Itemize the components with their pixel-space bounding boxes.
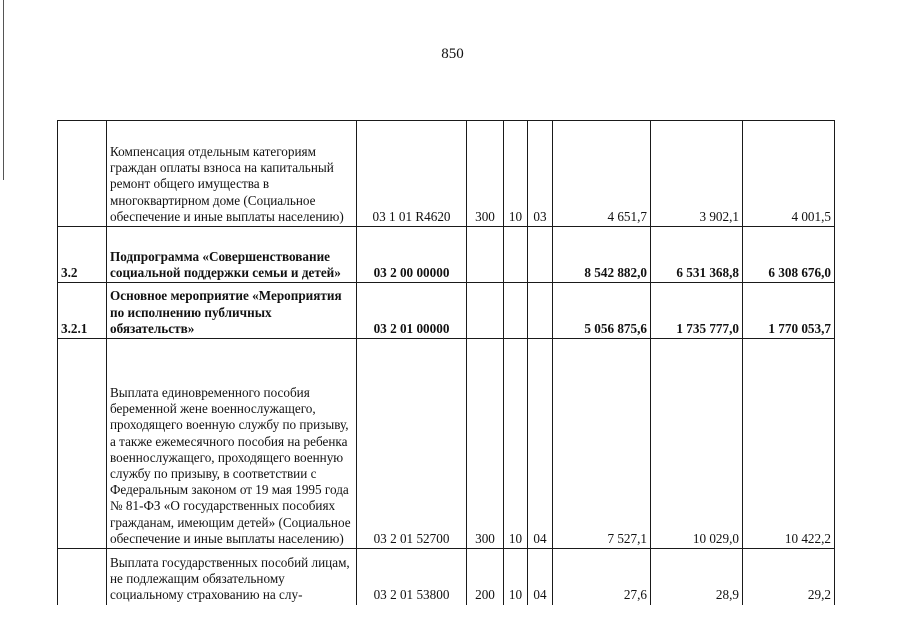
row-number: 3.2.1 xyxy=(58,283,107,339)
row-name: Подпрограмма «Совершенствование социальной поддержки семьи и детей» xyxy=(107,227,357,283)
section xyxy=(504,227,528,283)
subsection: 03 xyxy=(528,121,553,227)
expense-type: 200 xyxy=(467,549,504,605)
page-number: 850 xyxy=(441,46,464,62)
expense-type xyxy=(467,283,504,339)
amount-year-3: 6 308 676,0 xyxy=(743,227,835,283)
section: 10 xyxy=(504,549,528,605)
section xyxy=(504,283,528,339)
amount-year-3: 29,2 xyxy=(743,549,835,605)
section: 10 xyxy=(504,339,528,549)
expense-type xyxy=(467,227,504,283)
amount-year-2: 28,9 xyxy=(651,549,743,605)
row-number: 3.2 xyxy=(58,227,107,283)
scan-margin-line xyxy=(3,0,4,180)
subsection xyxy=(528,227,553,283)
subsection: 04 xyxy=(528,339,553,549)
amount-year-3: 4 001,5 xyxy=(743,121,835,227)
target-code: 03 2 01 00000 xyxy=(357,283,467,339)
table-row xyxy=(58,227,835,283)
subsection xyxy=(528,283,553,339)
row-name: Выплата государственных пособий лицам, не подлежащим обязательному социальному страхованию на слу- xyxy=(107,549,357,605)
row-number xyxy=(58,549,107,605)
row-number xyxy=(58,339,107,549)
budget-table xyxy=(57,120,835,605)
row-name: Основное мероприятие «Мероприятия по исполнению публичных обязательств» xyxy=(107,283,357,339)
target-code: 03 1 01 R4620 xyxy=(357,121,467,227)
row-number xyxy=(58,121,107,227)
subsection: 04 xyxy=(528,549,553,605)
expense-type: 300 xyxy=(467,121,504,227)
amount-year-3: 1 770 053,7 xyxy=(743,283,835,339)
table-row xyxy=(58,339,835,549)
amount-year-2: 1 735 777,0 xyxy=(651,283,743,339)
target-code: 03 2 01 53800 xyxy=(357,549,467,605)
row-name: Компенсация отдельным категориям граждан оплаты взноса на капитальный ремонт общего имущества в многоквартирном доме (Социальное обеспечение и иные выплаты населению) xyxy=(107,121,357,227)
table-row xyxy=(58,283,835,339)
amount-year-1: 27,6 xyxy=(553,549,651,605)
amount-year-2: 3 902,1 xyxy=(651,121,743,227)
amount-year-2: 10 029,0 xyxy=(651,339,743,549)
row-name: Выплата единовременного пособия беременной жене военнослужащего, проходящего военную службу по призыву, а также ежемесячного пособия на ребенка военнослужащего, проходящего военную службу по призыву, в соответствии с Федеральным законом от 19 мая 1995 года № 81-ФЗ «О государственных пособиях гражданам, имеющим детей» (Социальное обеспечение и иные выплаты населению) xyxy=(107,339,357,549)
amount-year-1: 5 056 875,6 xyxy=(553,283,651,339)
table-row xyxy=(58,121,835,227)
amount-year-1: 7 527,1 xyxy=(553,339,651,549)
amount-year-2: 6 531 368,8 xyxy=(651,227,743,283)
expense-type: 300 xyxy=(467,339,504,549)
table-row xyxy=(58,549,835,605)
section: 10 xyxy=(504,121,528,227)
amount-year-1: 4 651,7 xyxy=(553,121,651,227)
amount-year-3: 10 422,2 xyxy=(743,339,835,549)
amount-year-1: 8 542 882,0 xyxy=(553,227,651,283)
target-code: 03 2 01 52700 xyxy=(357,339,467,549)
target-code: 03 2 00 00000 xyxy=(357,227,467,283)
